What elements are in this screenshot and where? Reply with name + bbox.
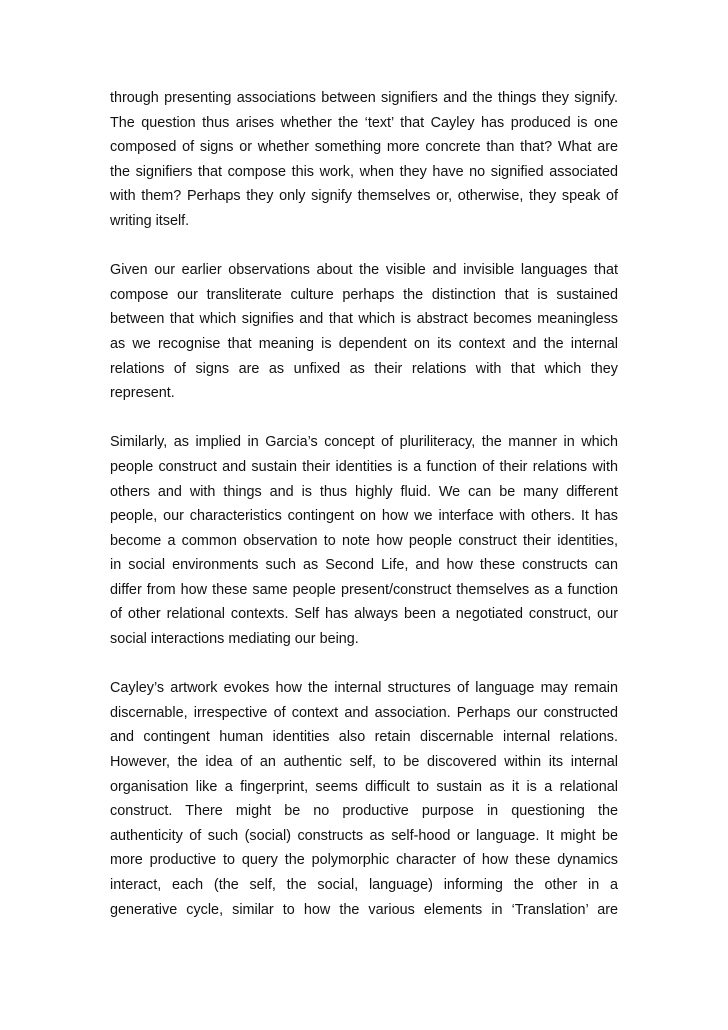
paragraph-line: construct. There might be no productive purpose in questioning the xyxy=(110,803,618,820)
paragraph-line: represent. xyxy=(110,385,175,402)
paragraph-line: generative cycle, similar to how the various elements in ‘Translation’ are xyxy=(110,901,618,918)
paragraph-line: However, the idea of an authentic self, to be discovered within its internal xyxy=(110,754,618,771)
paragraph-line: as we recognise that meaning is dependent on its context and the internal xyxy=(110,335,618,352)
body-text xyxy=(110,86,618,947)
paragraph-line: social interactions mediating our being. xyxy=(110,631,359,648)
paragraph-line: relations of signs are as unfixed as their relations with that which they xyxy=(110,360,618,377)
paragraph-line: more productive to query the polymorphic character of how these dynamics xyxy=(110,852,618,869)
paragraph-1 xyxy=(110,86,618,234)
paragraph-line: differ from how these same people present/construct themselves as a function xyxy=(110,581,618,598)
paragraph-line: composed of signs or whether something more concrete than that? What are xyxy=(110,139,618,156)
paragraph-line: writing itself. xyxy=(110,212,190,229)
paragraph-line: Cayley’s artwork evokes how the internal structures of language may remain xyxy=(110,680,618,697)
paragraph-line: of other relational contexts. Self has always been a negotiated construct, our xyxy=(110,606,618,623)
paragraph-line: discernable, irrespective of context and association. Perhaps our constructed xyxy=(110,704,618,721)
paragraph-line: through presenting associations between signifiers and the things they signify. xyxy=(110,90,618,106)
paragraph-line: and contingent human identities also retain discernable internal relations. xyxy=(110,729,618,746)
paragraph-3 xyxy=(110,430,618,651)
paragraph-line: Given our earlier observations about the visible and invisible languages that xyxy=(110,262,618,279)
paragraph-line: in social environments such as Second Life, and how these constructs can xyxy=(110,557,618,574)
paragraph-4 xyxy=(110,676,618,922)
paragraph-line: authenticity of such (social) constructs as self-hood or language. It might be xyxy=(110,827,618,844)
paragraph-line: between that which signifies and that which is abstract becomes meaningless xyxy=(110,311,618,328)
paragraph-line: people construct and sustain their identities is a function of their relations with xyxy=(110,458,618,475)
paragraph-line: Similarly, as implied in Garcia’s concept of pluriliteracy, the manner in which xyxy=(110,434,618,451)
paragraph-line: others and with things and is thus highly fluid. We can be many different xyxy=(110,483,618,500)
paragraph-2 xyxy=(110,258,618,406)
paragraph-line: compose our transliterate culture perhaps the distinction that is sustained xyxy=(110,286,618,303)
paragraph-line: The question thus arises whether the ‘text’ that Cayley has produced is one xyxy=(110,114,618,131)
paragraph-line: become a common observation to note how people construct their identities, xyxy=(110,532,618,549)
paragraph-line: with them? Perhaps they only signify themselves or, otherwise, they speak of xyxy=(110,188,618,205)
paragraph-line: interact, each (the self, the social, language) informing the other in a xyxy=(110,877,618,893)
paragraph-line: people, our characteristics contingent on how we interface with others. It has xyxy=(110,508,618,525)
paragraph-line: the signifiers that compose this work, when they have no signified associated xyxy=(110,163,618,180)
paragraph-line: organisation like a fingerprint, seems difficult to sustain as it is a relational xyxy=(110,778,618,795)
